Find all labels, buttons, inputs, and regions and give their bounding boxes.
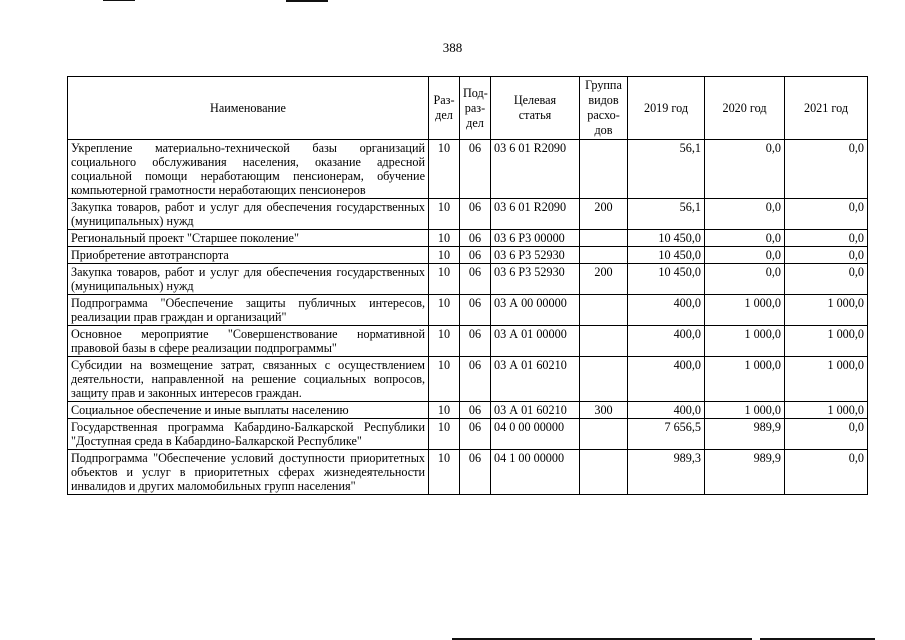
cell-expense-group [580, 450, 628, 495]
budget-table [67, 76, 868, 495]
cell-2019: 10 450,0 [628, 264, 705, 295]
cell-section: 10 [429, 230, 460, 247]
table-row [68, 199, 868, 230]
cell-2020: 989,9 [705, 450, 785, 495]
table-row [68, 140, 868, 199]
table-row [68, 357, 868, 402]
cell-2021: 0,0 [785, 247, 868, 264]
cell-target-article: 03 6 01 R2090 [491, 199, 580, 230]
col-header-2021: 2021 год [785, 77, 868, 140]
cell-2019: 400,0 [628, 295, 705, 326]
table-row [68, 247, 868, 264]
cell-section: 10 [429, 247, 460, 264]
cell-name: Субсидии на возмещение затрат, связанных с осуществлением деятельности, направленной на решение социальных вопросов, защиту прав и законных интересов граждан. [68, 357, 429, 402]
cell-name: Региональный проект "Старшее поколение" [68, 230, 429, 247]
cell-2020: 0,0 [705, 247, 785, 264]
cell-section: 10 [429, 357, 460, 402]
table-row [68, 264, 868, 295]
cell-expense-group [580, 326, 628, 357]
col-header-2019: 2019 год [628, 77, 705, 140]
cell-2021: 0,0 [785, 264, 868, 295]
cell-subsection: 06 [460, 357, 491, 402]
cell-expense-group: 200 [580, 199, 628, 230]
cell-name: Приобретение автотранспорта [68, 247, 429, 264]
cell-subsection: 06 [460, 450, 491, 495]
cell-2019: 10 450,0 [628, 247, 705, 264]
cell-subsection: 06 [460, 230, 491, 247]
cell-2020: 1 000,0 [705, 402, 785, 419]
cell-name: Подпрограмма "Обеспечение защиты публичных интересов, реализации прав граждан и организаций" [68, 295, 429, 326]
table-row [68, 450, 868, 495]
cell-target-article: 03 6 P3 52930 [491, 264, 580, 295]
cell-2021: 1 000,0 [785, 402, 868, 419]
cell-2020: 1 000,0 [705, 357, 785, 402]
cell-section: 10 [429, 450, 460, 495]
cell-2021: 0,0 [785, 199, 868, 230]
scan-mark-top [286, 0, 328, 2]
cell-expense-group: 300 [580, 402, 628, 419]
cell-name: Закупка товаров, работ и услуг для обеспечения государственных (муниципальных) нужд [68, 264, 429, 295]
scan-mark-top-short [103, 0, 135, 1]
cell-target-article: 03 6 01 R2090 [491, 140, 580, 199]
cell-2021: 1 000,0 [785, 295, 868, 326]
cell-2020: 0,0 [705, 264, 785, 295]
cell-name: Основное мероприятие "Совершенствование нормативной правовой базы в сфере реализации подпрограммы" [68, 326, 429, 357]
table-row [68, 230, 868, 247]
cell-section: 10 [429, 419, 460, 450]
col-header-subsection: Под- раз- дел [460, 77, 491, 140]
page-number: 388 [442, 40, 463, 55]
cell-2019: 400,0 [628, 357, 705, 402]
cell-2019: 7 656,5 [628, 419, 705, 450]
cell-2021: 0,0 [785, 450, 868, 495]
cell-2020: 1 000,0 [705, 295, 785, 326]
cell-subsection: 06 [460, 199, 491, 230]
cell-target-article: 03 А 01 60210 [491, 402, 580, 419]
cell-name: Закупка товаров, работ и услуг для обеспечения государственных (муниципальных) нужд [68, 199, 429, 230]
table-header-row [68, 77, 868, 140]
cell-2020: 0,0 [705, 230, 785, 247]
cell-expense-group [580, 419, 628, 450]
cell-section: 10 [429, 199, 460, 230]
cell-section: 10 [429, 140, 460, 199]
cell-subsection: 06 [460, 295, 491, 326]
cell-2020: 0,0 [705, 140, 785, 199]
cell-expense-group [580, 247, 628, 264]
cell-target-article: 04 1 00 00000 [491, 450, 580, 495]
cell-2019: 56,1 [628, 140, 705, 199]
cell-2021: 1 000,0 [785, 357, 868, 402]
cell-2021: 1 000,0 [785, 326, 868, 357]
cell-2021: 0,0 [785, 419, 868, 450]
cell-target-article: 03 А 00 00000 [491, 295, 580, 326]
table-row [68, 419, 868, 450]
cell-section: 10 [429, 295, 460, 326]
cell-2020: 0,0 [705, 199, 785, 230]
cell-2019: 989,3 [628, 450, 705, 495]
cell-expense-group: 200 [580, 264, 628, 295]
cell-subsection: 06 [460, 247, 491, 264]
col-header-section: Раз- дел [429, 77, 460, 140]
col-header-2020: 2020 год [705, 77, 785, 140]
cell-target-article: 03 6 P3 52930 [491, 247, 580, 264]
cell-subsection: 06 [460, 402, 491, 419]
cell-expense-group [580, 295, 628, 326]
cell-name: Государственная программа Кабардино-Балкарской Республики "Доступная среда в Кабардино-Балкарской Республике" [68, 419, 429, 450]
table-row [68, 402, 868, 419]
cell-target-article: 03 А 01 60210 [491, 357, 580, 402]
cell-subsection: 06 [460, 264, 491, 295]
cell-2019: 400,0 [628, 326, 705, 357]
cell-2019: 56,1 [628, 199, 705, 230]
cell-2020: 989,9 [705, 419, 785, 450]
cell-expense-group [580, 357, 628, 402]
cell-2020: 1 000,0 [705, 326, 785, 357]
table-row [68, 295, 868, 326]
table-row [68, 326, 868, 357]
cell-name: Социальное обеспечение и иные выплаты населению [68, 402, 429, 419]
cell-subsection: 06 [460, 140, 491, 199]
cell-section: 10 [429, 326, 460, 357]
cell-2019: 400,0 [628, 402, 705, 419]
cell-2019: 10 450,0 [628, 230, 705, 247]
col-header-target-article: Целевая статья [491, 77, 580, 140]
col-header-name: Наименование [68, 77, 429, 140]
cell-expense-group [580, 230, 628, 247]
col-header-expense-group: Группа видов расхо- дов [580, 77, 628, 140]
table-body [68, 140, 868, 495]
cell-2021: 0,0 [785, 230, 868, 247]
cell-2021: 0,0 [785, 140, 868, 199]
cell-target-article: 03 6 P3 00000 [491, 230, 580, 247]
cell-target-article: 03 А 01 00000 [491, 326, 580, 357]
cell-subsection: 06 [460, 419, 491, 450]
cell-section: 10 [429, 264, 460, 295]
cell-subsection: 06 [460, 326, 491, 357]
cell-name: Укрепление материально-технической базы организаций социального обслуживания населения, оказание адресной социальной помощи неработающим пенсионерам, обучение компьютерной грамотности неработающих пенсионеров [68, 140, 429, 199]
cell-target-article: 04 0 00 00000 [491, 419, 580, 450]
cell-section: 10 [429, 402, 460, 419]
cell-name: Подпрограмма "Обеспечение условий доступности приоритетных объектов и услуг в приоритетных сферах жизнедеятельности инвалидов и других маломобильных групп населения" [68, 450, 429, 495]
cell-expense-group [580, 140, 628, 199]
